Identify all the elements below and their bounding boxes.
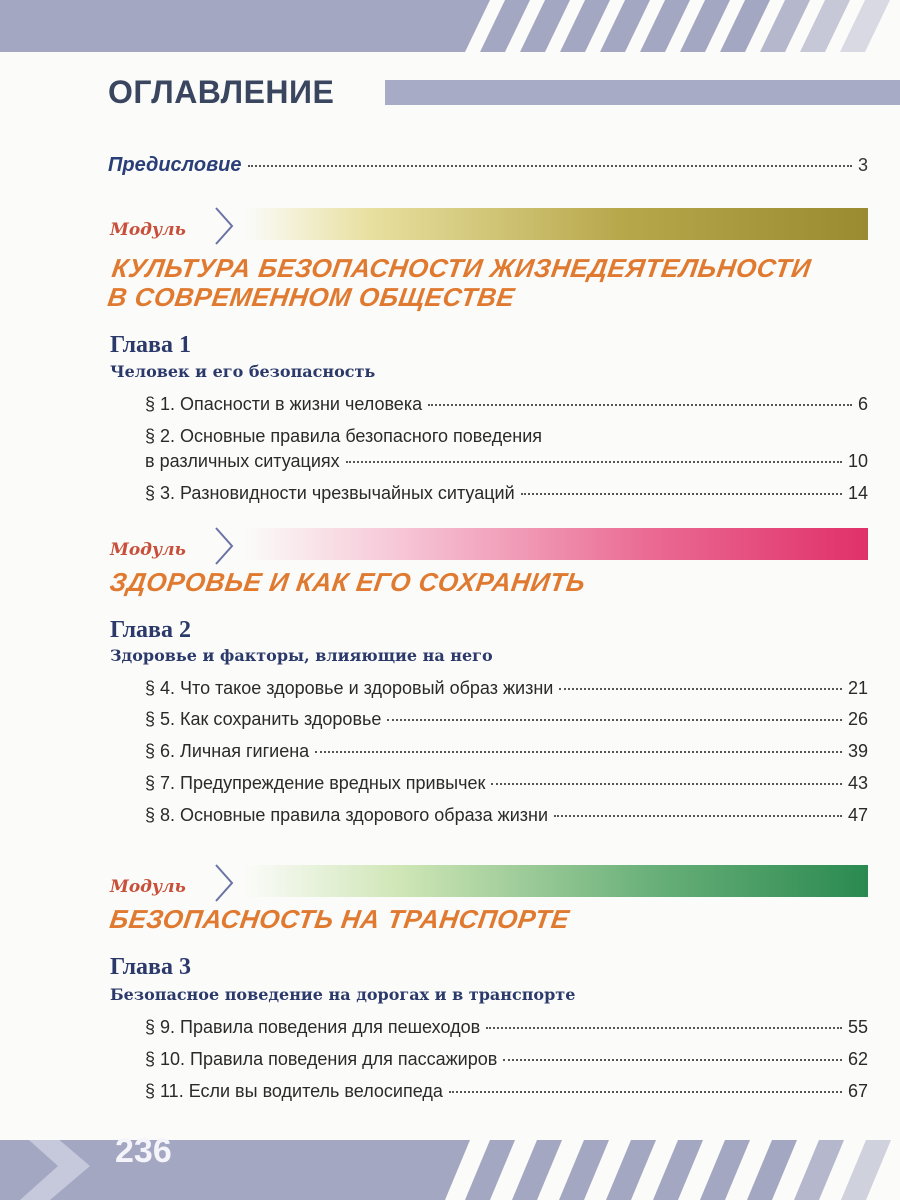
leader-dots — [491, 783, 842, 785]
leader-dots — [486, 1027, 842, 1029]
page-number: 14 — [847, 483, 868, 503]
page-number: 21 — [847, 678, 868, 698]
entry-text: § 11. Если вы водитель велосипеда — [145, 1081, 443, 1101]
toc-entry[interactable] — [145, 741, 868, 762]
toc-entry[interactable] — [145, 678, 868, 699]
module-title-line: ЗДОРОВЬЕ И КАК ЕГО СОХРАНИТЬ — [107, 567, 588, 597]
leader-dots — [559, 688, 842, 690]
module-label: Модуль — [110, 220, 186, 240]
leader-dots — [428, 404, 852, 406]
module-color-bar — [245, 208, 868, 240]
chapter-title: Глава 3 — [110, 954, 191, 980]
entry-text: § 3. Разновидности чрезвычайных ситуаций — [145, 483, 515, 503]
leader-dots — [554, 815, 842, 817]
toc-entry[interactable] — [145, 1049, 868, 1070]
entry-text-line1[interactable]: § 2. Основные правила безопасного поведения — [145, 426, 542, 446]
entry-text: § 5. Как сохранить здоровье — [145, 709, 382, 729]
chapter-title: Глава 1 — [110, 332, 191, 358]
page-number: 3 — [857, 155, 868, 175]
page-number: 67 — [847, 1081, 868, 1101]
module-title — [106, 254, 813, 312]
toc-entry[interactable] — [145, 1017, 868, 1038]
entry-text: § 6. Личная гигиена — [145, 741, 310, 761]
page-number: 43 — [847, 773, 868, 793]
leader-dots — [503, 1059, 842, 1061]
entry-text: § 10. Правила поведения для пассажиров — [145, 1049, 498, 1069]
toc-entry[interactable] — [145, 394, 868, 415]
entry-text: § 4. Что такое здоровье и здоровый образ жизни — [145, 678, 554, 698]
toc-entry[interactable] — [145, 773, 868, 794]
entry-text: § 7. Предупреждение вредных привычек — [145, 773, 486, 793]
toc-entry[interactable] — [145, 1081, 868, 1102]
title-decorative-bar — [385, 80, 900, 105]
module-label: Модуль — [110, 540, 186, 560]
chevron-right-icon — [212, 526, 236, 566]
entry-text: § 1. Опасности в жизни человека — [145, 394, 423, 414]
leader-dots — [387, 719, 842, 721]
preface-label: Предисловие — [108, 154, 242, 176]
page-number: 55 — [847, 1017, 868, 1037]
page-number: 10 — [847, 451, 868, 471]
module-title — [108, 905, 571, 934]
chevron-right-icon — [212, 206, 236, 246]
page-number: 6 — [857, 394, 868, 414]
toc-entry[interactable] — [145, 451, 868, 472]
page-number: 26 — [847, 709, 868, 729]
leader-dots — [449, 1091, 842, 1093]
page-number-footer: 236 — [115, 1132, 172, 1170]
chevron-right-icon — [212, 863, 236, 903]
page-number: 47 — [847, 805, 868, 825]
chapter-title: Глава 2 — [110, 617, 191, 643]
module-title-line: В СОВРЕМЕННОМ ОБЩЕСТВЕ — [105, 282, 517, 312]
module-label: Модуль — [110, 877, 186, 897]
toc-entry-preface[interactable] — [108, 154, 868, 177]
leader-dots — [346, 461, 842, 463]
page-number: 39 — [847, 741, 868, 761]
toc-entry[interactable] — [145, 805, 868, 826]
module-title — [108, 568, 587, 597]
toc-entry[interactable] — [145, 709, 868, 730]
module-title-line: КУЛЬТУРА БЕЗОПАСНОСТИ ЖИЗНЕДЕЯТЕЛЬНОСТИ — [110, 253, 813, 283]
module-title-line: БЕЗОПАСНОСТЬ НА ТРАНСПОРТЕ — [107, 904, 572, 934]
page-title: ОГЛАВЛЕНИЕ — [108, 74, 335, 110]
entry-text: § 8. Основные правила здорового образа жизни — [145, 805, 549, 825]
chapter-subtitle: Здоровье и факторы, влияющие на него — [110, 646, 493, 665]
module-color-bar — [245, 865, 868, 897]
chapter-subtitle: Человек и его безопасность — [110, 362, 376, 381]
toc-entry[interactable] — [145, 483, 868, 504]
top-decorative-band — [0, 0, 900, 52]
entry-text: в различных ситуациях — [145, 451, 340, 471]
module-color-bar — [245, 528, 868, 560]
page-number: 62 — [847, 1049, 868, 1069]
leader-dots — [315, 751, 842, 753]
entry-text: § 9. Правила поведения для пешеходов — [145, 1017, 481, 1037]
leader-dots — [521, 493, 842, 495]
leader-dots — [248, 165, 852, 167]
chapter-subtitle: Безопасное поведение на дорогах и в транспорте — [110, 985, 576, 1004]
